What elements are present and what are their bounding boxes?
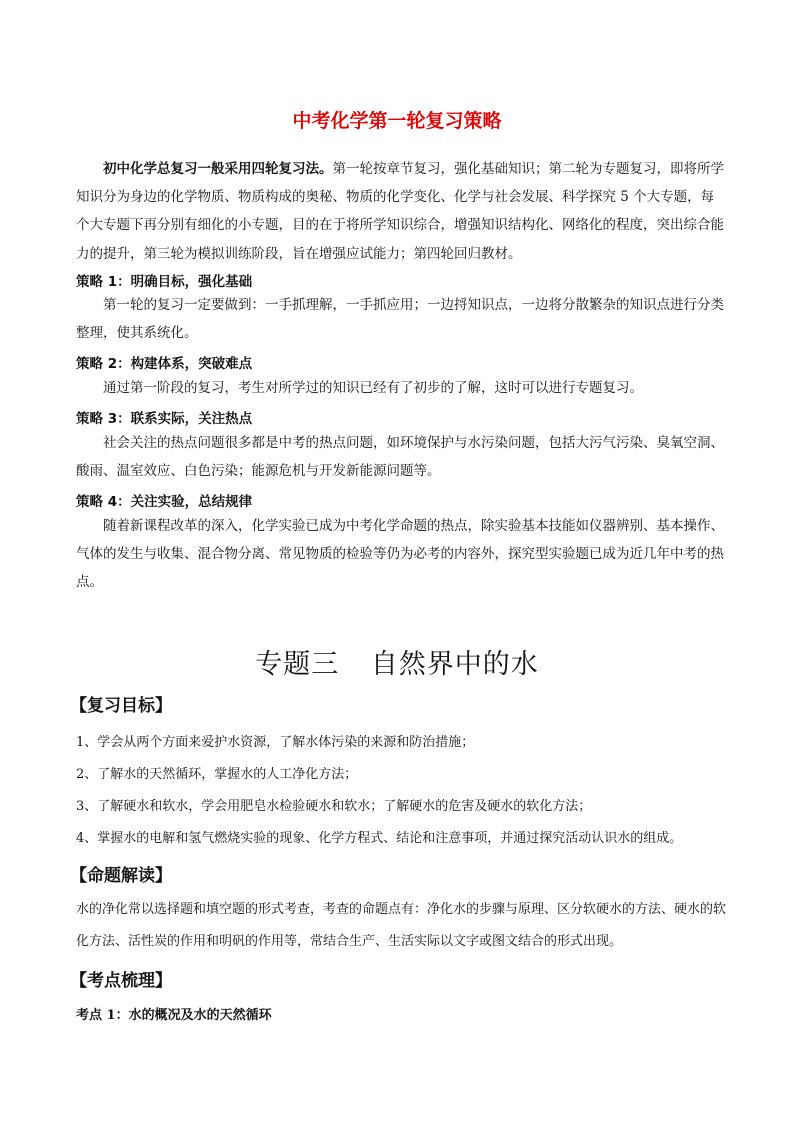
strategy-2-body: 通过第一阶段的复习，考生对所学过的知识已经有了初步的了解，这时可以进行专题复习。	[103, 380, 643, 396]
review-goal-item: 1、学会从两个方面来爱护水资源，了解水体污染的来源和防治措施；	[76, 735, 475, 750]
review-goal-item: 4、掌握水的电解和氢气燃烧实验的现象、化学方程式、结论和注意事项，并通过探究活动认识水的组成。	[76, 831, 683, 846]
strategy-1-heading: 策略 1：明确目标，强化基础	[76, 274, 253, 290]
review-goal-item: 2、了解水的天然循环，掌握水的人工净化方法；	[76, 767, 358, 782]
intro-body: 第一轮按章节复习，强化基础知识；第二轮为专题复习，即将所学知识分为身边的化学物质、物质构成的奥秘、物质的化学变化、化学与社会发展、科学探究 5 个大专题，每个大专题下再分别有细化的小专题，目的在于将所学知识综合，增强知识结构化、网络化的程度，突出综合能力的提升，第三轮为模拟训练阶段，旨在增强应试能力；第四轮回归教材。	[76, 161, 724, 262]
strategy-2-heading: 策略 2：构建体系，突破难点	[76, 356, 253, 372]
topic-title: 专题三 自然界中的水	[255, 649, 539, 680]
knowledge-heading: 【考点梳理】	[70, 971, 172, 991]
strategy-3-heading: 策略 3：联系实际，关注热点	[76, 411, 253, 427]
strategy-3-body: 社会关注的热点问题很多都是中考的热点问题，如环境保护与水污染问题，包括大污气污染、臭氧空洞、酸雨、温室效应、白色污染；能源危机与开发新能源问题等。	[76, 435, 724, 480]
intro-bold-lead: 初中化学总复习一般采用四轮复习法。	[103, 161, 333, 177]
strategy-4-heading: 策略 4：关注实验，总结规律	[76, 494, 253, 510]
strategy-4-body: 随着新课程改革的深入，化学实验已成为中考化学命题的热点，除实验基本技能如仪器辨别、基本操作、气体的发生与收集、混合物分离、常见物质的检验等仍为必考的内容外，探究型实验题已成为近几年中考的热点。	[76, 518, 724, 591]
strategy-1-body: 第一轮的复习一定要做到：一手抓理解，一手抓应用；一边捋知识点，一边将分散繁杂的知识点进行分类整理，使其系统化。	[76, 297, 724, 342]
interpretation-body: 水的净化常以选择题和填空题的形式考查，考查的命题点有：净化水的步骤与原理、区分软硬水的方法、硬水的软化方法、活性炭的作用和明矾的作用等，常结合生产、生活实际以文字或图文结合的形式出现。	[76, 902, 727, 949]
review-goal-item: 3、了解硬水和软水，学会用肥皂水检验硬水和软水；了解硬水的危害及硬水的软化方法；	[76, 799, 592, 814]
page-title: 中考化学第一轮复习策略	[292, 110, 502, 132]
knowledge-point-1: 考点 1：水的概况及水的天然循环	[76, 1008, 272, 1023]
intro-paragraph	[76, 155, 726, 268]
review-goals-heading: 【复习目标】	[70, 696, 172, 716]
interpretation-heading: 【命题解读】	[70, 866, 172, 886]
